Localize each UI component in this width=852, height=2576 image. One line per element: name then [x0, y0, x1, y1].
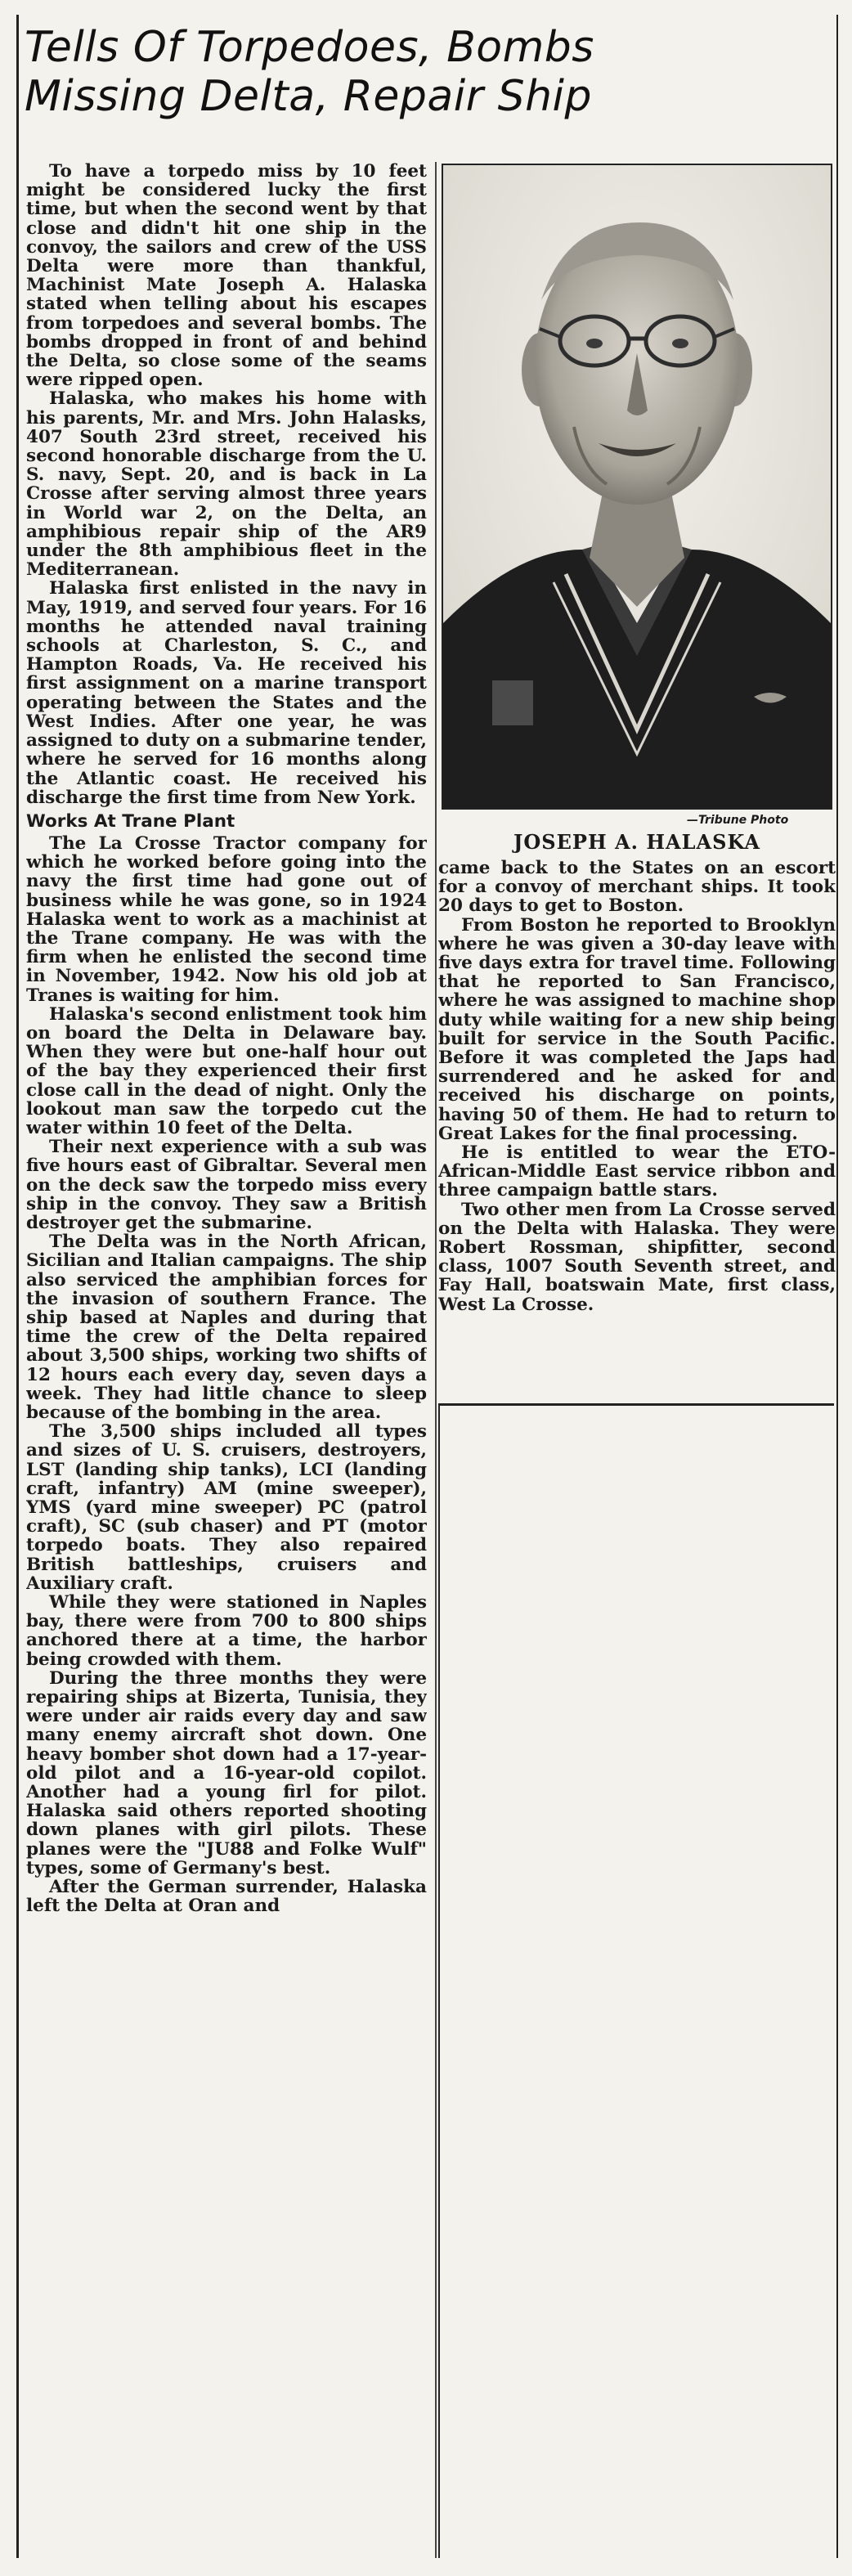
column-divider — [435, 162, 437, 2558]
sailor-portrait-image — [443, 165, 831, 808]
paragraph: The La Crosse Tractor company for which he worked before going into the navy the first time had gone out of business while he was gone, so in 1924 Halaska went to work as a machinist at the Trane company. He was with the firm when he enlisted the second time in November, 1942. Now his old job at Tranes is waiting for him. — [26, 832, 427, 1006]
article-body-left-column — [26, 162, 427, 2558]
paragraph: Halaska first enlisted in the navy in May, 1919, and served four years. For 16 months he attended naval training schools at Charleston, S. C., and Hampton Roads, Va. He received his first assignment on a marine transport operating between the States and the West Indies. After one year, he was assigned to duty on a submarine tender, where he served for 16 months along the Atlantic coast. He received his discharge the first time from New York. — [26, 578, 427, 808]
paragraph: The Delta was in the North African, Sicilian and Italian campaigns. The ship also serviced the amphibian forces for the invasion of southern France. The ship based at Naples and during that time the crew of the Delta repaired about 3,500 ships, working two shifts of 12 hours each every day, seven days a week. They had little chance to sleep because of the bombing in the area. — [26, 1232, 427, 1423]
portrait-photo — [442, 164, 832, 810]
paragraph: came back to the States on an escort for a convoy of merchant ships. It took 20 days to get to Boston. — [438, 859, 836, 917]
photo-credit: —Tribune Photo — [687, 814, 789, 827]
headline-line-1: Tells Of Torpedoes, Bombs — [25, 23, 594, 72]
photo-caption: JOSEPH A. HALASKA — [513, 830, 760, 854]
article-body-right-column — [438, 859, 836, 1390]
paragraph: Halaska's second enlistment took him on board the Delta in Delaware bay. When they were but one-half hour out of the bay they experienced their first close call in the dead of night. Only the lookout man saw the torpedo cut the water within 10 feet of the Delta. — [26, 1003, 427, 1138]
subheading: Works At Trane Plant — [26, 810, 235, 832]
paragraph: After the German surrender, Halaska left the Delta at Oran and — [26, 1877, 427, 1917]
paragraph: Two other men from La Crosse served on the Delta with Halaska. They were Robert Rossman, shipfitter, second class, 1007 South Seventh street, and Fay Hall, boatswain Mate, first class, West La Crosse. — [438, 1199, 836, 1315]
paragraph: Their next experience with a sub was five hours east of Gibraltar. Several men on the deck saw the torpedo miss every ship in the convoy. They saw a British destroyer get the submarine. — [26, 1137, 427, 1233]
paragraph: He is entitled to wear the ETO-African-Middle East service ribbon and three campaign battle stars. — [438, 1142, 836, 1201]
paragraph: The 3,500 ships included all types and sizes of U. S. cruisers, destroyers, LST (landing ship tanks), LCI (landing craft, infantry) AM (mine sweeper), YMS (yard mine sweeper) PC (patrol craft), SC (sub chaser) and PT (motor torpedo boats. They also repaired British battleships, cruisers and Auxiliary craft. — [26, 1421, 427, 1594]
adjacent-blank-area — [438, 1403, 834, 2558]
paragraph: From Boston he reported to Brooklyn where he was given a 30-day leave with five days extra for travel time. Following that he reported to San Francisco, where he was assigned to machine shop duty while waiting for a new ship being built for service in the South Pacific. Before it was completed the Japs had surrendered and he asked for and received his discharge on points, having 50 of them. He had to return to Great Lakes for the final processing. — [438, 914, 836, 1144]
headline-line-2: Missing Delta, Repair Ship — [25, 72, 593, 121]
paragraph: During the three months they were repairing ships at Bizerta, Tunisia, they were under air raids every day and saw many enemy aircraft shot down. One heavy bomber shot down had a 17-year-old pilot and a 16-year-old copilot. Another had a young firl for pilot. Halaska said others reported shooting down planes with girl pilots. These planes were the "JU88 and Folke Wulf" types, some of Germany's best. — [26, 1667, 427, 1878]
headline — [25, 23, 830, 121]
paragraph: To have a torpedo miss by 10 feet might be considered lucky the first time, but when the second went by that close and didn't hit one ship in the convoy, the sailors and crew of the USS Delta were more than thankful, Machinist Mate Joseph A. Halaska stated when telling about his escapes from torpedoes and several bombs. The bombs dropped in front of and behind the Delta, so close some of the seams were ripped open. — [26, 162, 427, 391]
paragraph: Halaska, who makes his home with his parents, Mr. and Mrs. John Halasks, 407 South 23rd street, received his second honorable discharge from the U. S. navy, Sept. 20, and is back in La Crosse after serving almost three years in World war 2, on the Delta, an amphibious repair ship of the AR9 under the 8th amphibious fleet in the Mediterranean. — [26, 388, 427, 581]
paragraph: While they were stationed in Naples bay, there were from 700 to 800 ships anchored there at a time, the harbor being crowded with them. — [26, 1592, 427, 1670]
